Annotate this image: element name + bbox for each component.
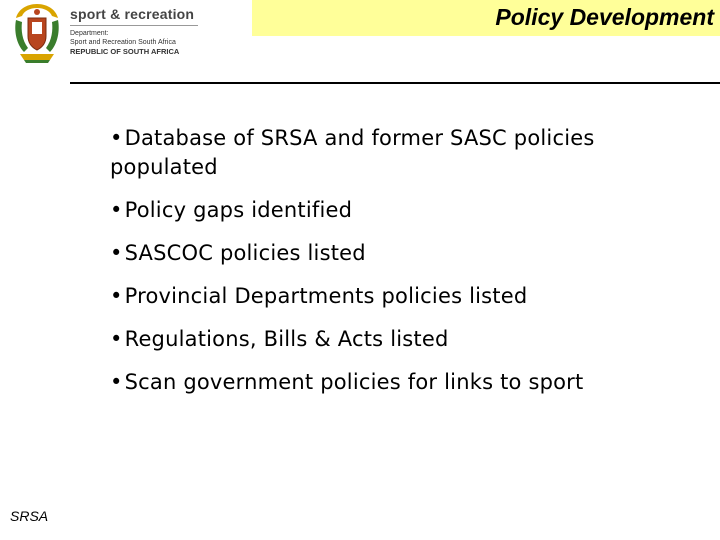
header-divider: [70, 82, 720, 84]
coat-of-arms-icon: [8, 0, 66, 66]
bullet-item: •Regulations, Bills & Acts listed: [110, 327, 449, 351]
bullet-text: Provincial Departments policies listed: [124, 284, 528, 308]
slide-header: [0, 0, 720, 84]
bullet-text: Database of SRSA and former SASC policies populated: [110, 126, 595, 179]
bullet-item: •Database of SRSA and former SASC policies populated: [110, 126, 595, 179]
department-logo: [4, 0, 204, 70]
slide-title: Policy Development: [495, 4, 714, 30]
bullet-item: •Scan government policies for links to sport: [110, 370, 584, 394]
logo-department-label: Department:: [70, 30, 109, 37]
bullet-item: •Provincial Departments policies listed: [110, 284, 528, 308]
logo-divider: [70, 25, 198, 26]
bullet-list: [110, 124, 700, 411]
bullet-item: •Policy gaps identified: [110, 198, 353, 222]
logo-department-name: Sport and Recreation South Africa: [70, 39, 176, 46]
logo-country: REPUBLIC OF SOUTH AFRICA: [70, 47, 180, 56]
title-bar: [252, 0, 720, 36]
bullet-text: SASCOC policies listed: [124, 241, 366, 265]
bullet-text: Scan government policies for links to sport: [124, 370, 584, 394]
bullet-item: •SASCOC policies listed: [110, 241, 366, 265]
bullet-text: Policy gaps identified: [124, 198, 353, 222]
footer-label: SRSA: [10, 508, 49, 524]
logo-title: sport & recreation: [70, 6, 195, 22]
bullet-text: Regulations, Bills & Acts listed: [124, 327, 449, 351]
